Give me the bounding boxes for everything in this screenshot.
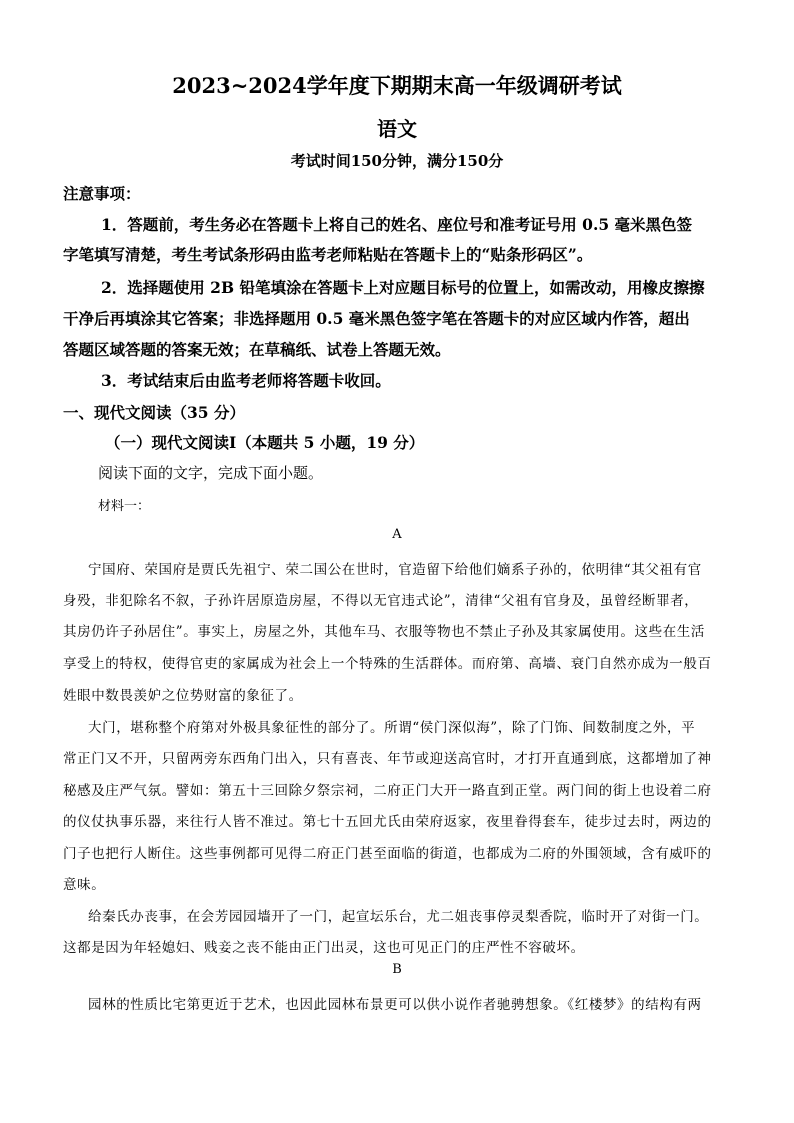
exam-title: 2023~2024学年度下期期末高一年级调研考试: [172, 73, 622, 98]
passage-line: 秘感及庄严气氛。譬如：第五十三回除夕祭宗祠，二府正门大开一路直到正堂。两门间的街上也设着二府: [63, 783, 712, 799]
notice-item-2-line-3: 答题区域答题的答案无效；在草稿纸、试卷上答题无效。: [63, 340, 451, 359]
notice-item-1-line-2: 字笔填写清楚，考生考试条形码由监考老师粘贴在答题卡上的“贴条形码区”。: [63, 245, 593, 264]
reading-instruction: 阅读下面的文字，完成下面小题。: [98, 465, 324, 482]
notice-item-2-line-2: 干净后再填涂其它答案；非选择题用 0.5 毫米黑色签字笔在答题卡的对应区域内作答，超出: [63, 309, 690, 328]
passage-line: 的仪仗执事乐器，来往行人皆不准过。第七十五回尤氏由荣府返家，夜里眷得套车，徒步过去时，两边的: [63, 814, 712, 830]
subsection-heading: （一）现代文阅读Ⅰ（本题共 5 小题，19 分）: [105, 433, 425, 452]
part-marker-b: B: [392, 962, 402, 977]
passage-line: 大门，堪称整个府第对外极具象征性的部分了。所谓“侯门深似海”，除了门饰、间数制度之外，平: [88, 720, 696, 736]
passage-line: 宁国府、荣国府是贾氏先祖宁、荣二国公在世时，官造留下给他们嫡系子孙的，依明律“其父祖有官: [88, 562, 702, 578]
passage-line: 其房仍许子孙居住”。事实上，房屋之外，其他车马、衣服等物也不禁止子孙及其家属使用。这些在生活: [63, 624, 705, 640]
exam-time-note: 考试时间150分钟，满分150分: [290, 152, 504, 170]
part-marker-a: A: [392, 527, 402, 542]
notice-item-1-line-1: 1．答题前，考生务必在答题卡上将自己的姓名、座位号和准考证号用 0.5 毫米黑色签: [101, 215, 693, 234]
passage-line: 园林的性质比宅第更近于艺术，也因此园林布景更可以供小说作者驰骋想象。《红楼梦》的结构有两: [88, 997, 702, 1013]
passage-line: 这都是因为年轻媳妇、贱妾之丧不能由正门出灵，这也可见正门的庄严性不容破坏。: [63, 940, 585, 956]
passage-line: 姓眼中数畏羡妒之位势财富的象征了。: [63, 688, 303, 704]
subject-title: 语文: [377, 117, 417, 141]
passage-line: 给秦氏办丧事，在会芳园园墙开了一门，起宣坛乐台，尤二姐丧事停灵梨香院，临时开了对街一门。: [88, 909, 709, 925]
passage-line: 门子也把行人断住。这些事例都可见得二府正门甚至面临的街道，也都成为二府的外围领域，含有威吓的: [63, 846, 712, 862]
passage-line: 常正门又不开，只留两旁东西角门出入，只有喜丧、年节或迎送高官时，才打开直通到底，这都增加了神: [63, 751, 712, 767]
notice-item-2-line-1: 2．选择题使用 2B 铅笔填涂在答题卡上对应题目标号的位置上，如需改动，用橡皮擦擦: [101, 278, 705, 297]
material-label: 材料一：: [98, 499, 151, 514]
section-heading: 一、现代文阅读（35 分）: [63, 403, 245, 422]
passage-line: 享受上的特权，使得官吏的家属成为社会上一个特殊的生活群体。而府第、高墙、衰门自然亦成为一般百: [63, 656, 712, 672]
passage-line: 意味。: [63, 877, 106, 893]
passage-line: 身殁，非犯除名不叙，子孙许居原造房屋，不得以无官违式论”，清律“父祖有官身及，虽曾经断罪者，: [63, 593, 699, 609]
notice-heading: 注意事项：: [63, 184, 141, 203]
notice-item-3-line-1: 3．考试结束后由监考老师将答题卡收回。: [101, 371, 391, 390]
